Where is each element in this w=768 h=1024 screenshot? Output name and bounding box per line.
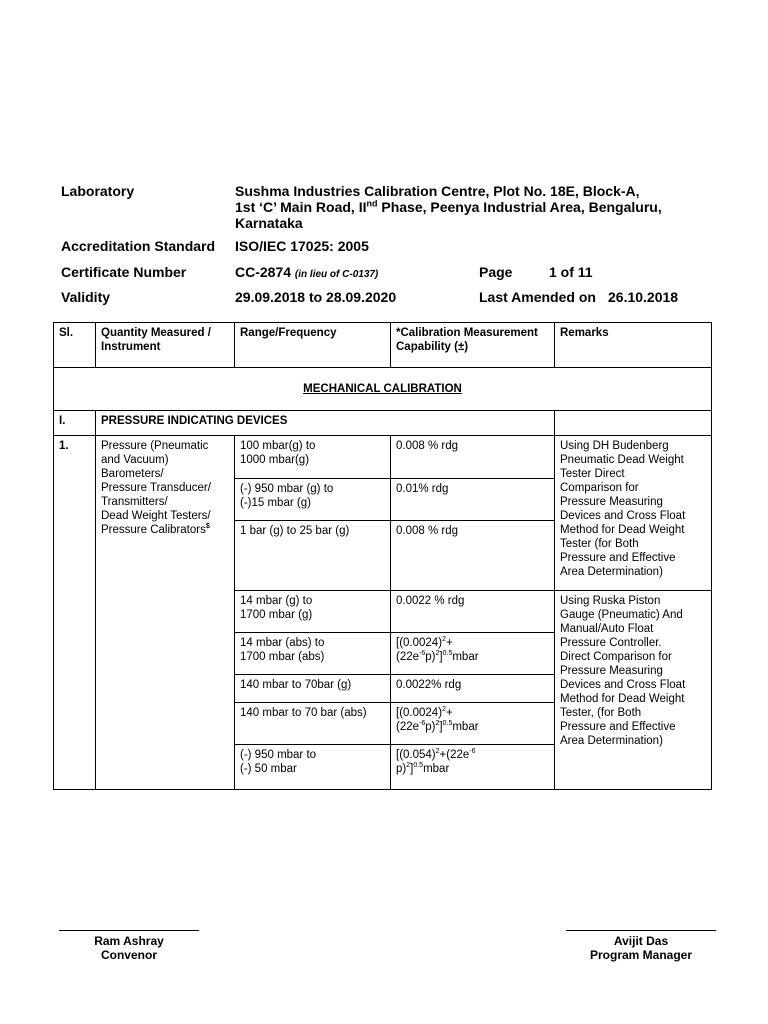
row-number: 1. <box>54 436 96 790</box>
amended-label: Last Amended on <box>479 289 596 305</box>
std-label: Accreditation Standard <box>61 238 216 254</box>
range-item: 14 mbar (abs) to 1700 mbar (abs) <box>235 633 390 675</box>
cert-label: Certificate Number <box>61 264 187 280</box>
range-cell <box>235 436 391 790</box>
instrument-cell: Pressure (Pneumatic and Vacuum) Barometers/ Pressure Transducer/ Transmitters/ Dead Weight Testers/ Pressure Calibrators$ <box>96 436 235 790</box>
lab-address <box>235 183 695 231</box>
remarks-item-2: Using Ruska Piston Gauge (Pneumatic) And Manual/Auto Float Pressure Controller. Direct Comparison for Pressure Measuring Devices and Cross Float Method for Dead Weight Tester, (for Both Pressure and Effective Area Determination) <box>560 595 686 747</box>
cert-number: CC-2874 (in lieu of C-0137) <box>235 264 379 280</box>
cmc-item: [$(0.054)^2+(22e^{-6}$ p)$^2$]$^{0.5}$mbar <box>396 748 476 775</box>
signature-right: Avijit Das Program Manager <box>589 934 693 962</box>
calibration-table <box>53 322 712 790</box>
signature-line-right <box>566 930 716 931</box>
lab-address-line1: Sushma Industries Calibration Centre, Plot No. 18E, Block-A, <box>235 183 640 199</box>
signature-left: Ram Ashray Convenor <box>94 934 164 962</box>
range-item: (-) 950 mbar to (-) 50 mbar <box>240 749 317 775</box>
col-remarks-header: Remarks <box>555 323 712 368</box>
lab-address-line3: Karnataka <box>235 215 303 231</box>
section-row <box>54 368 712 411</box>
validity-value: 29.09.2018 to 28.09.2020 <box>235 289 397 305</box>
range-item: 100 mbar(g) to 1000 mbar(g) <box>235 436 390 479</box>
subsection-row <box>54 411 712 436</box>
cmc-item: 0.008 % rdg <box>391 521 554 591</box>
validity-label: Validity <box>61 289 111 305</box>
table-row <box>54 436 712 790</box>
col-sl-header: Sl. <box>54 323 96 368</box>
cmc-item: 0.0022 % rdg <box>391 591 554 633</box>
remarks-cell <box>555 436 712 790</box>
range-item: 140 mbar to 70 bar (abs) <box>235 703 390 745</box>
range-item: 1 bar (g) to 25 bar (g) <box>235 521 390 591</box>
cmc-item: [$(0.0024)^2+$ $(22e^{-6}p)^2]^{0.5}mbar$ <box>391 703 554 745</box>
range-item: (-) 950 mbar (g) to (-)15 mbar (g) <box>235 479 390 521</box>
subsection-title: PRESSURE INDICATING DEVICES <box>96 411 555 436</box>
page-value: 1 of 11 <box>549 264 593 280</box>
col-range-header: Range/Frequency <box>235 323 391 368</box>
cmc-item: 0.0022% rdg <box>391 675 554 703</box>
amended-value: 26.10.2018 <box>608 289 679 305</box>
remarks-item-1: Using DH Budenberg Pneumatic Dead Weight Tester Direct Comparison for Pressure Measuring Devices and Cross Float Method for Dead Weight Tester (for Both Pressure and Effective Area Determination) <box>555 436 711 591</box>
signature-line-left <box>59 930 199 931</box>
col-qty-header: Quantity Measured / Instrument <box>96 323 235 368</box>
cmc-item: [$(0.0024)^2+$ $(22e^{-6}p)^2]^{0.5}mbar$ <box>391 633 554 675</box>
std-value: ISO/IEC 17025: 2005 <box>235 238 369 254</box>
cmc-cell <box>391 436 555 790</box>
col-cmc-header: *Calibration Measurement Capability (±) <box>391 323 555 368</box>
lab-label: Laboratory <box>61 183 135 199</box>
range-item: 140 mbar to 70bar (g) <box>235 675 390 703</box>
lab-address-line2: 1st ‘C’ Main Road, IInd Phase, Peenya Industrial Area, Bengaluru, <box>235 198 662 215</box>
table-header-row <box>54 323 712 368</box>
cmc-item: 0.01% rdg <box>391 479 554 521</box>
section-title: MECHANICAL CALIBRATION <box>54 368 712 411</box>
subsection-number: I. <box>54 411 96 436</box>
range-item: 14 mbar (g) to 1700 mbar (g) <box>235 591 390 633</box>
page-label: Page <box>479 264 513 280</box>
cmc-item: 0.008 % rdg <box>391 436 554 479</box>
